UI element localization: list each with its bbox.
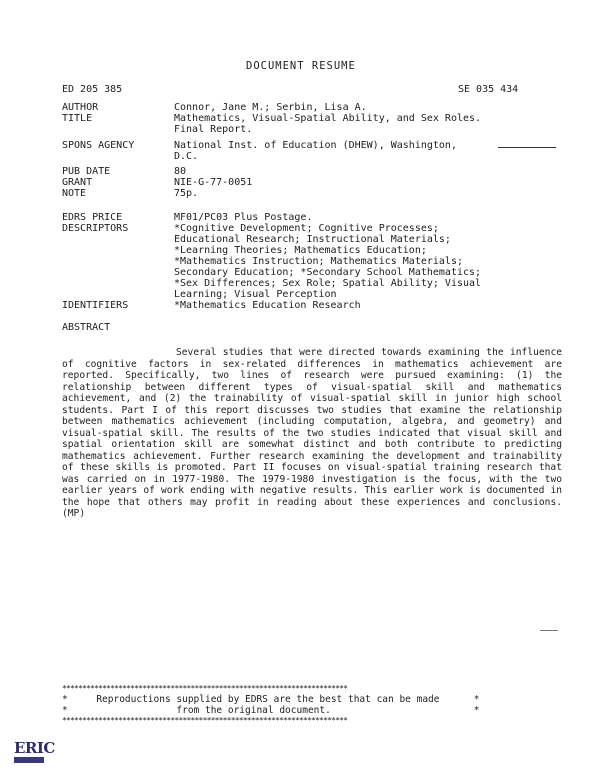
descriptors-line-7: Learning; Visual Perception — [174, 289, 337, 300]
identifiers-label: IDENTIFIERS — [62, 300, 129, 311]
eric-logo-text: ERIC — [14, 739, 55, 757]
grant-value: NIE-G-77-0051 — [174, 177, 253, 188]
descriptors-line-4: *Mathematics Instruction; Mathematics Materials; — [174, 256, 463, 267]
note-value: 75p. — [174, 188, 199, 199]
abstract-label: ABSTRACT — [62, 322, 111, 333]
abstract-text: Several studies that were directed towards examining the influence of cognitive factors in sex-related differences in mathematics achievement are reported. Specifically, two lines of research were pursued examining: (1) the relationship between different types of visual-spatial skill and mathematics achievement, and (2) the trainability of visual-spatial skill in junior high school students. Part I of this report discusses two studies that examine the relationship between mathematics achievement (including computation, algebra, and geometry) and visual-spatial skill. The results of the two studies indicated that visual skill and spatial orientation skill are somewhat distinct and both contribute to predicting mathematics achievement. Further research examining the development and trainability of these skills is promoted. Part II focuses on visual-spatial training research that was carried on in 1977-1980. The 1979-1980 investigation is the focus, with the two earlier years of work ending with negative results. This earlier work is documented in the hope that others may profit in reading about these experiences and conclusions. (MP) — [62, 347, 562, 519]
title-value-line-2: Final Report. — [174, 124, 253, 135]
eric-logo-bar — [14, 757, 44, 763]
eric-logo — [14, 739, 55, 766]
grant-label: GRANT — [62, 177, 93, 188]
spons-agency-value-line-1: National Inst. of Education (DHEW), Washington, — [174, 140, 457, 151]
descriptors-line-2: Educational Research; Instructional Materials; — [174, 234, 451, 245]
note-label: NOTE — [62, 188, 87, 199]
descriptors-label: DESCRIPTORS — [62, 223, 129, 234]
se-number: SE 035 434 — [458, 84, 519, 95]
spons-agency-value-line-2: D.C. — [174, 151, 199, 162]
document-title: DOCUMENT RESUME — [246, 60, 356, 72]
pub-date-label: PUB DATE — [62, 166, 111, 177]
reproduction-notice-line-2: * from the original document. * — [62, 705, 480, 716]
descriptors-line-3: *Learning Theories; Mathematics Education; — [174, 245, 427, 256]
descriptors-line-1: *Cognitive Development; Cognitive Processes; — [174, 223, 439, 234]
reproduction-notice-line-1: * Reproductions supplied by EDRS are the best that can be made * — [62, 694, 480, 705]
edrs-price-label: EDRS PRICE — [62, 212, 123, 223]
underline-rule — [498, 147, 556, 148]
star-border-bottom: *********************************************************************** — [62, 716, 348, 725]
ed-number: ED 205 385 — [62, 84, 123, 95]
title-label: TITLE — [62, 113, 93, 124]
author-value: Connor, Jane M.; Serbin, Lisa A. — [174, 102, 367, 113]
descriptors-line-5: Secondary Education; *Secondary School Mathematics; — [174, 267, 482, 278]
title-value-line-1: Mathematics, Visual-Spatial Ability, and Sex Roles. — [174, 113, 482, 124]
identifiers-value: *Mathematics Education Research — [174, 300, 361, 311]
margin-mark — [540, 630, 558, 631]
descriptors-line-6: *Sex Differences; Sex Role; Spatial Ability; Visual — [174, 278, 482, 289]
author-label: AUTHOR — [62, 102, 99, 113]
spons-agency-label: SPONS AGENCY — [62, 140, 135, 151]
pub-date-value: 80 — [174, 166, 187, 177]
star-border-top: *********************************************************************** — [62, 684, 348, 693]
edrs-price-value: MF01/PC03 Plus Postage. — [174, 212, 313, 223]
